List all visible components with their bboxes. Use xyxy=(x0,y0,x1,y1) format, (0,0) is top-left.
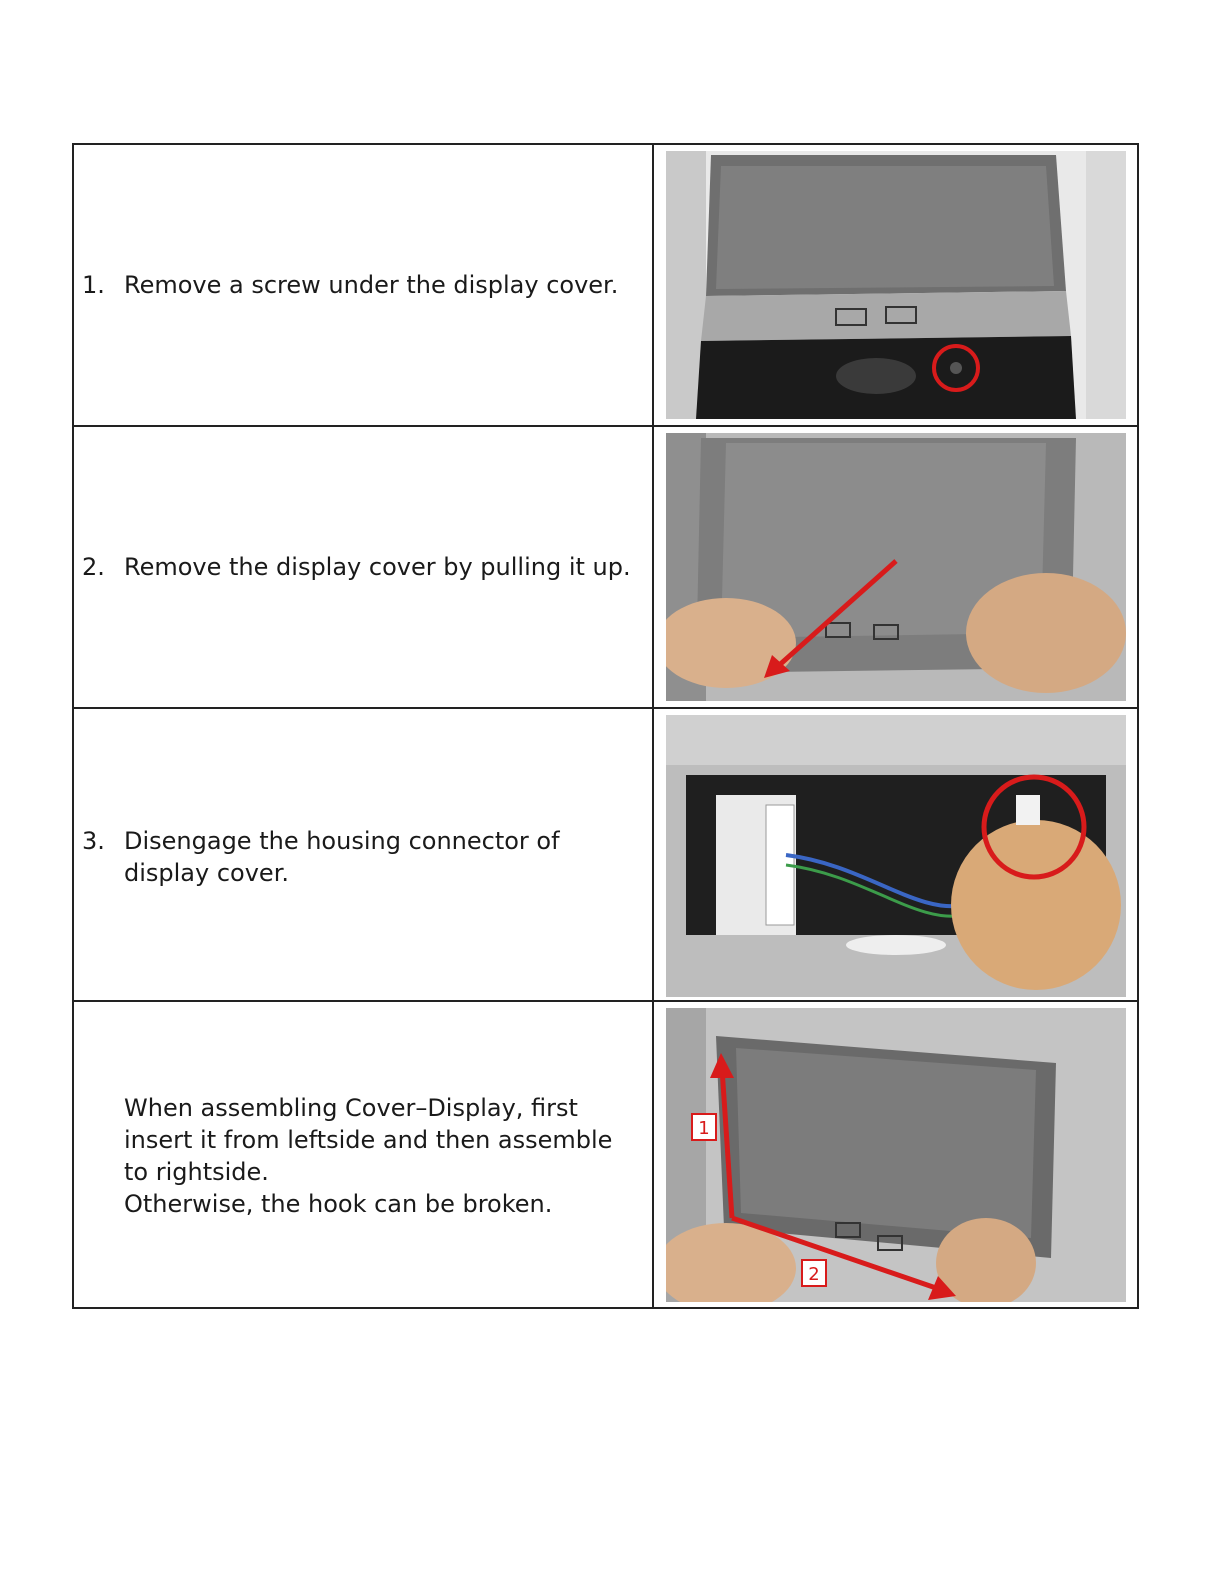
step-row-2 xyxy=(74,427,1137,709)
marker-2-label: 2 xyxy=(808,1264,820,1285)
step-photo-cell xyxy=(654,145,1137,425)
step-instruction xyxy=(82,551,640,583)
step-instruction xyxy=(82,269,640,301)
step-text: Remove a screw under the display cover. xyxy=(124,271,619,299)
step-text-cell xyxy=(74,1002,654,1309)
step-number: 1. xyxy=(82,271,105,299)
step-instruction xyxy=(82,825,640,889)
step-text-cell xyxy=(74,427,654,707)
assembly-note xyxy=(82,1092,640,1220)
assembly-note-text: When assembling Cover–Display, first insert it from leftside and then assemble to rightside. xyxy=(124,1094,613,1186)
step-photo-cell xyxy=(654,709,1137,1000)
step-photo-cell xyxy=(654,427,1137,707)
step-text: Remove the display cover by pulling it up. xyxy=(124,553,631,581)
display-cover-photo xyxy=(666,151,1126,419)
step-row-3 xyxy=(74,709,1137,1002)
assembly-photo xyxy=(666,1008,1126,1302)
assembly-warning-text: Otherwise, the hook can be broken. xyxy=(124,1190,553,1218)
step-row-4 xyxy=(74,1002,1137,1309)
step-text: Disengage the housing connector of display cover. xyxy=(124,827,560,887)
instruction-table xyxy=(72,143,1139,1309)
step-photo-cell xyxy=(654,1002,1137,1309)
connector-photo xyxy=(666,715,1126,997)
step-row-1 xyxy=(74,145,1137,427)
step-number: 3. xyxy=(82,827,105,855)
marker-1-label: 1 xyxy=(698,1118,710,1139)
pull-cover-photo xyxy=(666,433,1126,701)
step-text-cell xyxy=(74,145,654,425)
step-text-cell xyxy=(74,709,654,1000)
step-number: 2. xyxy=(82,553,105,581)
